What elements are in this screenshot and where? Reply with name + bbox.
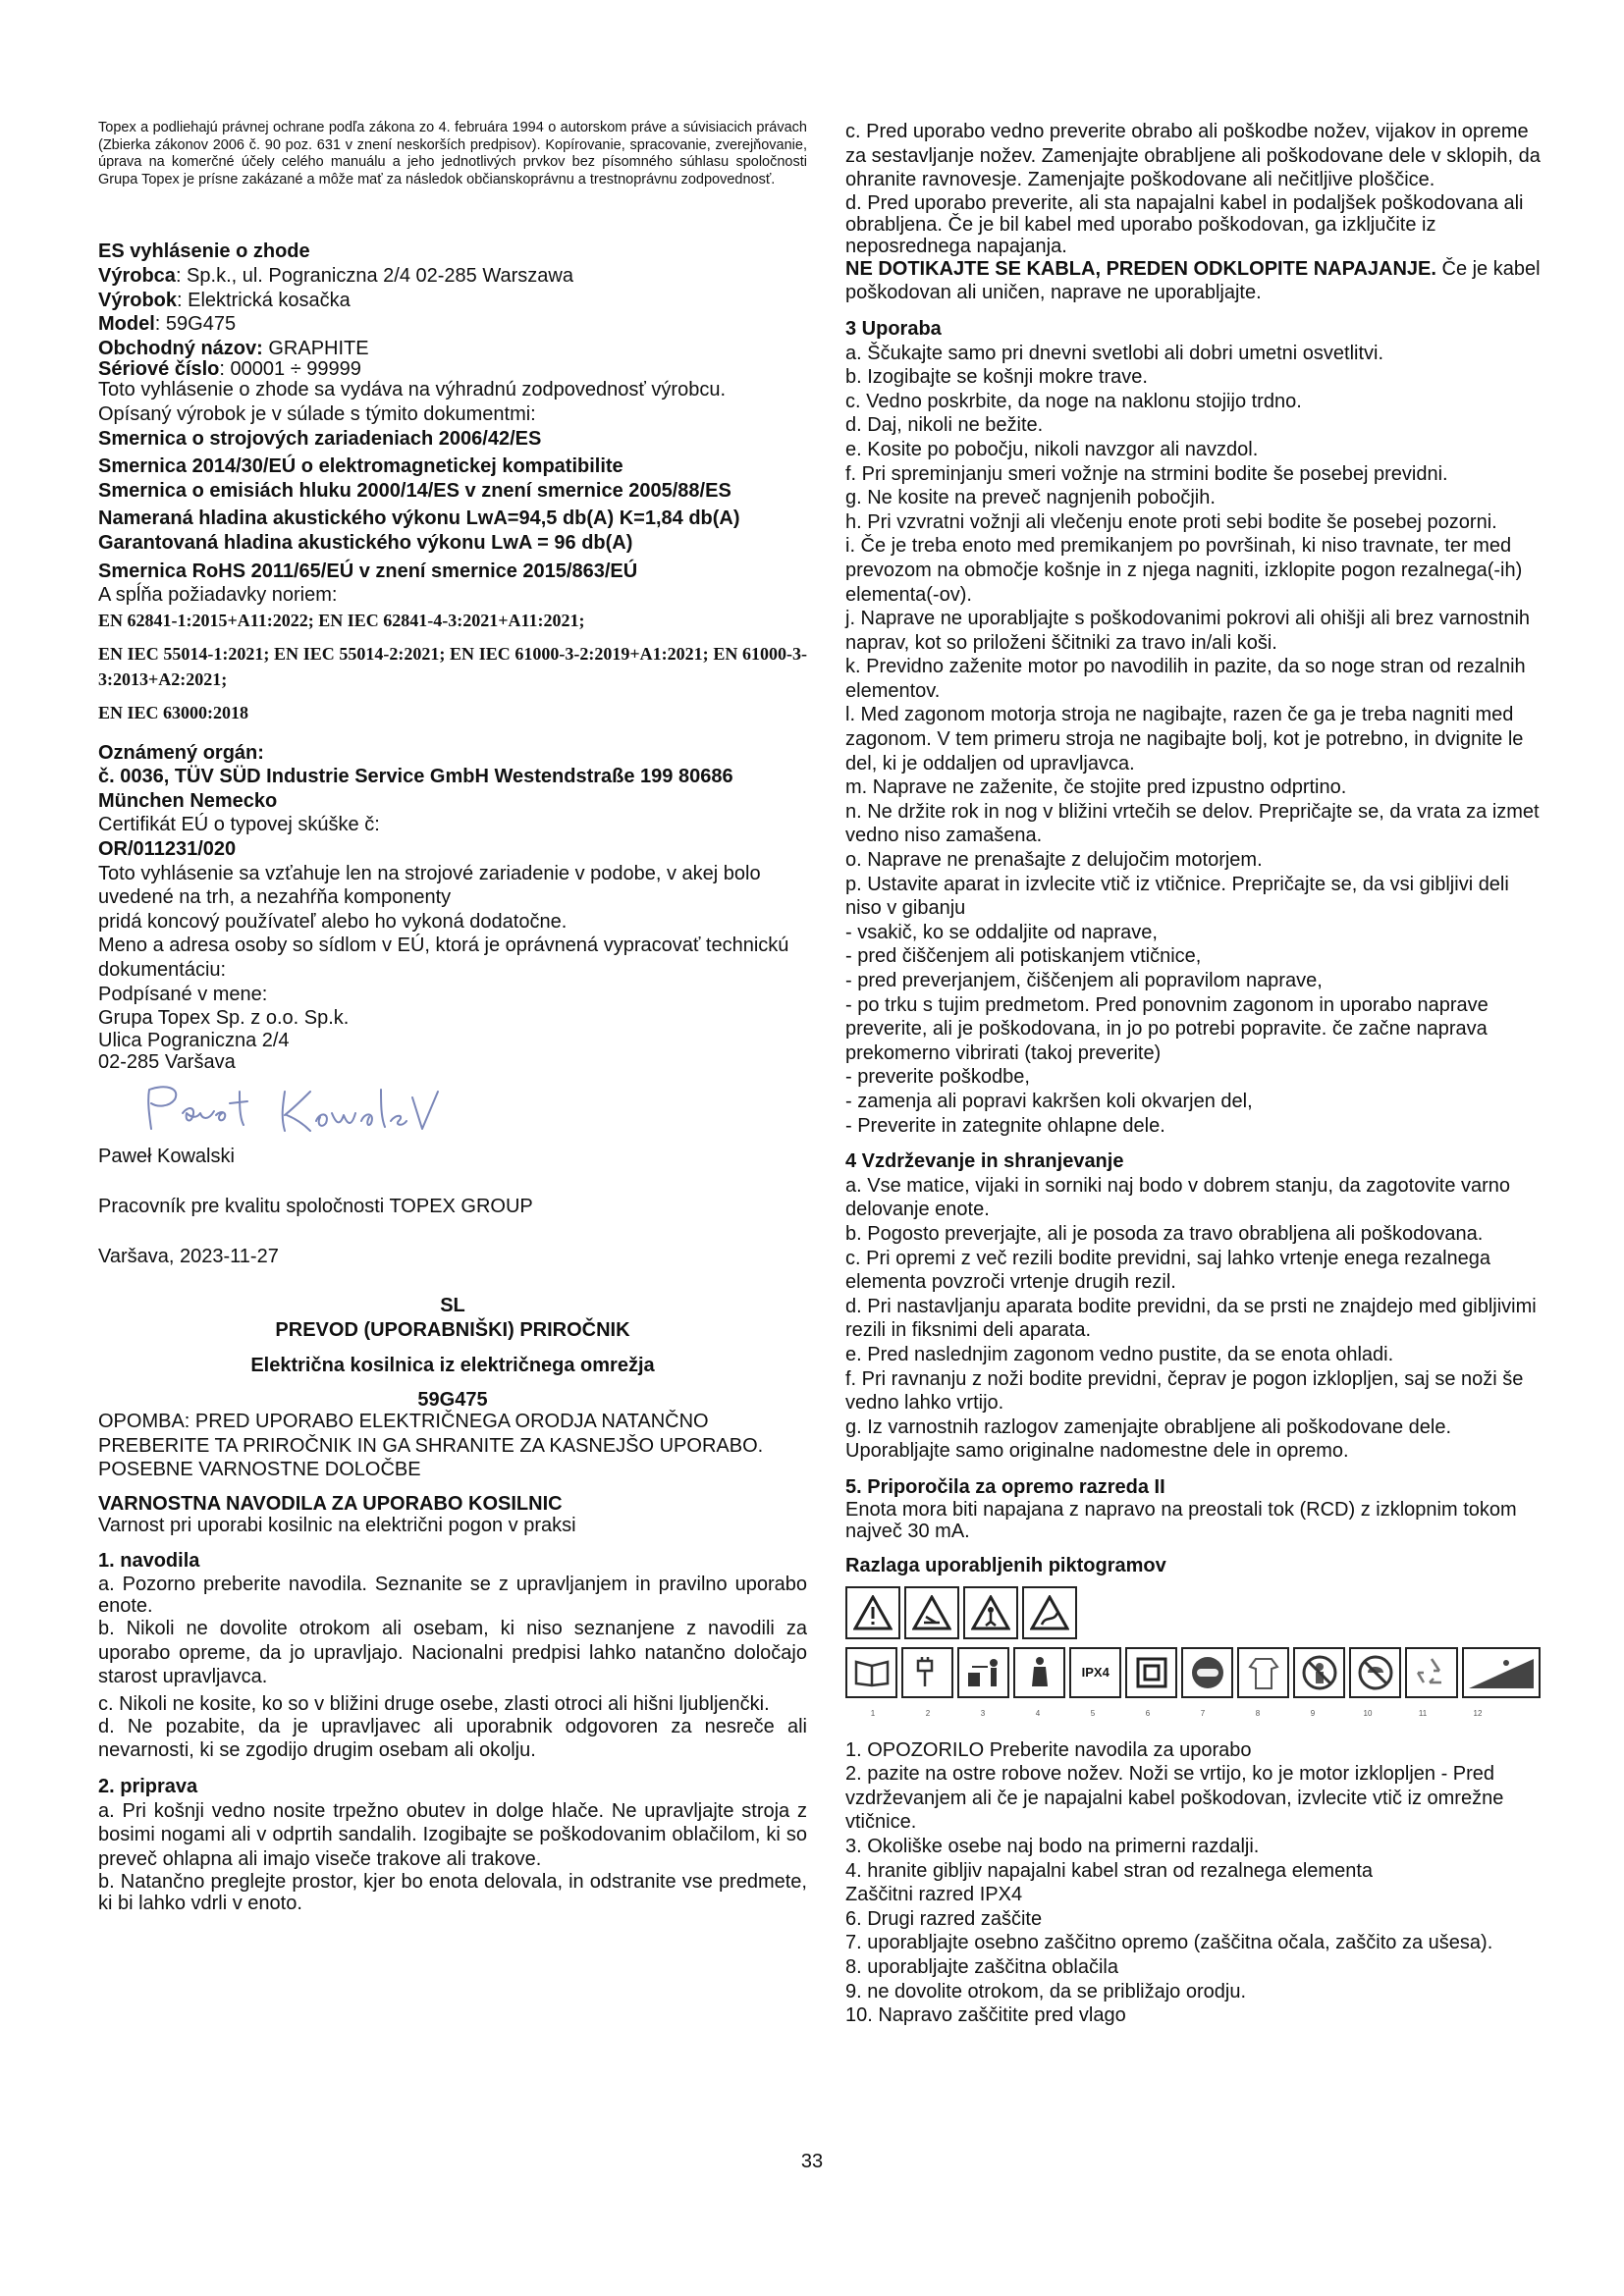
pictogram-legend-item-5: Zaščitni razred IPX4	[845, 1884, 1023, 1906]
pictogram-legend-item-4: 4. hranite gibljiv napajalni kabel stran od rezalnega elementa	[845, 1859, 1374, 1882]
section-3-item-19: - pred preverjanjem, čiščenjem ali popravilom naprave,	[845, 970, 1323, 991]
unplug-icon	[901, 1647, 953, 1698]
section-3-item-16: p. Ustavite aparat in izvlecite vtič iz vtičnice. Prepričajte se, da vsi gibljivi deli niso v gibanju	[845, 873, 1509, 920]
model-line: Model: 59G475	[98, 313, 237, 336]
right-column	[845, 120, 1541, 2028]
certificate-number: OR/011231/020	[98, 838, 237, 861]
pictogram-numbers: 1 2 3 4 5 6 7 8 9 10 11 12	[870, 1709, 1483, 1719]
section-3-item-14: n. Ne držite rok in nog v bližini vrtečih se delov. Prepričajte se, da vrata za izmet vedno niso zamašena.	[845, 800, 1540, 847]
section-3-item-13: m. Naprave ne zaženite, če stojite pred izpustno odprtino.	[845, 776, 1347, 799]
pictogram-legend-item-3: 3. Okoliške osebe naj bodo na primerni razdalji.	[845, 1836, 1260, 1858]
section-3-item-1: a. Ščukajte samo pri dnevni svetlobi ali dobri umetni osvetlitvi.	[845, 342, 1384, 364]
pictogram-legend-item-10: 10. Napravo zaščitite pred vlago	[845, 2004, 1126, 2027]
section-4-title: 4 Vzdrževanje in shranjevanje	[845, 1150, 1124, 1173]
norm-1: EN 62841-1:2015+A11:2022; EN IEC 62841-4-3:2021+A11:2021;	[98, 610, 585, 630]
serial-line: Sériové číslo: 00001 ÷ 99999	[98, 358, 361, 381]
scope-line-2: pridá koncový používateľ alebo ho vykoná dodatočne.	[98, 910, 568, 933]
special-provisions: POSEBNE VARNOSTNE DOLOČBE	[98, 1459, 421, 1481]
section-3-item-23: - Preverite in zategnite ohlapne dele.	[845, 1114, 1165, 1137]
manufacturer-line: Výrobca: Sp.k., ul. Pograniczna 2/4 02-285 Warszawa	[98, 264, 573, 287]
directive-5: Garantovaná hladina akustického výkonu LwA = 96 db(A)	[98, 531, 633, 554]
left-column	[98, 120, 807, 1914]
section-2-item-c: c. Pred uporabo vedno preverite obrabo ali poškodbe nožev, vijakov in opreme za sestavljanje nožev. Zamenjajte obrabljene ali poškodovane dele v sklopih, da ohranite ravnovesje. Zamenjajte poškodovane ali nečitljive ploščice.	[845, 121, 1541, 191]
section-1-item-c: c. Nikoli ne kosite, ko so v bližini druge osebe, zlasti otroci ali hišni ljubljenčki.	[98, 1692, 770, 1715]
manual-note: OPOMBA: PRED UPORABO ELEKTRIČNEGA ORODJA NATANČNO PREBERITE TA PRIROČNIK IN GA SHRANITE ZA KASNEJŠO UPORABO.	[98, 1410, 764, 1457]
scope-line-1: Toto vyhlásenie sa vzťahuje len na strojové zariadenie v podobe, v akej bolo uvedené na trh, a nezahŕňa komponenty	[98, 862, 761, 909]
section-3-item-18: - pred čiščenjem ali potiskanjem vtičnice,	[845, 945, 1202, 968]
place-date: Varšava, 2023-11-27	[98, 1245, 279, 1267]
directive-1: Smernica o strojových zariadeniach 2006/42/ES	[98, 427, 542, 450]
section-4-item-7: g. Iz varnostnih razlogov zamenjajte obrabljene ali poškodovane dele. Uporabljajte samo originalne nadomestne dele in opremo.	[845, 1415, 1452, 1463]
section-4-item-4: d. Pri nastavljanju aparata bodite previdni, da se prsti ne znajdejo med gibljivimi rezili in fiksnimi deli aparata.	[845, 1295, 1537, 1342]
section-1-item-d: d. Ne pozabite, da je upravljavec ali uporabnik odgovoren za nesreče ali nevarnosti, ki se zgodijo drugim osebam ali okolju.	[98, 1715, 807, 1762]
protective-clothing-icon	[1237, 1647, 1289, 1698]
notified-body-label: Oznámený orgán:	[98, 741, 264, 764]
address-line-2: Ulica Pograniczna 2/4	[98, 1029, 290, 1051]
section-3-item-15: o. Naprave ne prenašajte z delujočim motorjem.	[845, 849, 1263, 872]
cable-warning-icon	[1022, 1586, 1077, 1639]
section-3-item-2: b. Izogibajte se košnji mokre trave.	[845, 366, 1148, 389]
class-ii-icon	[1125, 1647, 1177, 1698]
pictogram-legend-item-8: 8. uporabljajte zaščitna oblačila	[845, 1956, 1118, 1978]
scope-line-3: Meno a adresa osoby so sídlom v EÚ, ktorá je oprávnená vypracovať technickú dokumentáciu:	[98, 934, 789, 982]
notified-body: č. 0036, TÜV SÜD Industrie Service GmbH Westendstraße 199 80686 München Nemecko	[98, 766, 733, 812]
ipx4-icon: IPX4	[1069, 1647, 1121, 1698]
section-3-item-11: k. Previdno zaženite motor po navodilih in pazite, da so noge stran od rezalnih elementov.	[845, 656, 1526, 702]
address-line-1: Grupa Topex Sp. z o.o. Sp.k.	[98, 1007, 350, 1030]
slope-warning-icon	[1462, 1647, 1542, 1698]
section-1-title: 1. navodila	[98, 1550, 200, 1573]
section-5-title: 5. Priporočila za opremo razreda II	[845, 1475, 1165, 1498]
signer-role: Pracovník pre kvalitu spoločnosti TOPEX GROUP	[98, 1196, 533, 1217]
copyright-notice: Topex a podliehajú právnej ochrane podľa zákona zo 4. februára 1994 o autorskom práve a súvisiacich právach (Zbierka zákonov 2006 č. 90 poz. 631 v znení neskorších predpisov). Kopírovanie, spracovanie, zverejňovanie, úprava na komerčné účely celého manuálu a jeho jednotlivých prvkov bez písomného súhlasu spoločnosti Grupa Topex je prísne zakázané a môže mať za následok občianskoprávnu a trestnoprávnu zodpovednosť.	[98, 120, 807, 187]
page-number: 33	[800, 2151, 824, 2172]
pictogram-legend	[845, 1738, 1541, 2028]
section-1-item-b: b. Nikoli ne dovolite otrokom ali osebam, ki niso seznanjene z navodili za uporabo opreme, da jo upravljajo. Nacionalni predpisi lahko natančno določajo starost upravljavca.	[98, 1617, 807, 1688]
section-3-item-6: f. Pri spreminjanju smeri vožnje na strmini bodite še posebej previdni.	[845, 462, 1448, 485]
section-3-item-17: - vsakič, ko se oddaljite od naprave,	[845, 921, 1158, 943]
directive-2: Smernica 2014/30/EÚ o elektromagnetickej kompatibilite	[98, 455, 623, 478]
scope-line-4: Podpísané v mene:	[98, 983, 268, 1005]
section-3-item-3: c. Vedno poskrbite, da noge na naklonu stojijo trdno.	[845, 390, 1302, 412]
pictogram-title: Razlaga uporabljenih piktogramov	[845, 1555, 1166, 1577]
section-3-title: 3 Uporaba	[845, 317, 942, 340]
safety-title: VARNOSTNA NAVODILA ZA UPORABO KOSILNIC	[98, 1492, 563, 1515]
norm-2: EN IEC 55014-1:2021; EN IEC 55014-2:2021; EN IEC 61000-3-2:2019+A1:2021; EN 61000-3-3:2013+A2:2021;	[98, 643, 807, 689]
address-line-3: 02-285 Varšava	[98, 1050, 236, 1073]
section-2-item-d: d. Pred uporabo preverite, ali sta napajalni kabel in podaljšek poškodovana ali obrabljena. Če je bil kabel med uporabo poškodovan, ga izključite iz neposrednega napajanja.	[845, 191, 1524, 257]
goggles-earmuffs-icon	[1181, 1647, 1233, 1698]
no-children-icon	[1293, 1647, 1345, 1698]
signature-image	[137, 1078, 471, 1139]
section-4-item-6: f. Pri ravnanju z noži bodite previdni, čeprav je pogon izklopljen, saj se noži še vedno lahko vrtijo.	[845, 1367, 1524, 1415]
pictogram-strip	[845, 1586, 1541, 1727]
directive-3: Smernica o emisiách hluku 2000/14/ES v znení smernice 2005/88/ES	[98, 479, 731, 502]
manual-model: 59G475	[417, 1388, 488, 1411]
cable-away-icon	[1013, 1647, 1065, 1698]
safety-subtitle: Varnost pri uporabi kosilnic na električni pogon v praksi	[98, 1514, 576, 1536]
certificate-label: Certifikát EÚ o typovej skúške č:	[98, 814, 380, 836]
product-line: Výrobok: Elektrická kosačka	[98, 289, 351, 311]
norms-intro: A spĺňa požiadavky noriem:	[98, 584, 338, 607]
section-3-item-7: g. Ne kosite na preveč nagnjenih pobočjih.	[845, 487, 1216, 509]
section-3-list	[845, 342, 1541, 1139]
section-3-item-4: d. Daj, nikoli ne bežite.	[845, 414, 1044, 437]
manual-subtitle: Električna kosilnica iz električnega omrežja	[250, 1355, 655, 1377]
pictogram-legend-item-9: 9. ne dovolite otrokom, da se približajo orodju.	[845, 1980, 1247, 2002]
section-3-item-10: j. Naprave ne uporabljajte s poškodovanimi pokrovi ali ohišji ali brez varnostnih naprav, kot so priloženi ščitniki za travo in/ali koši.	[845, 608, 1531, 654]
responsibility-text: Toto vyhlásenie o zhode sa vydáva na výhradnú zodpovednosť výrobcu.	[98, 379, 727, 401]
section-2-item-a: a. Pri košnji vedno nosite trpežno obutev in dolge hlače. Ne upravljajte stroja z bosimi nogami ali v odprtih sandalih. Izogibajte se poškodovanim oblačilom, ki so preveč ohlapna ali imajo viseče trakove ali trakove.	[98, 1799, 807, 1870]
pictogram-legend-item-6: 6. Drugi razred zaščite	[845, 1907, 1043, 1930]
distance-icon	[957, 1647, 1009, 1698]
directive-4: Nameraná hladina akustického výkonu LwA=94,5 db(A) K=1,84 db(A)	[98, 507, 740, 530]
section-4-item-1: a. Vse matice, vijaki in sorniki naj bodo v dobrem stanju, da zagotovite varno delovanje enote.	[845, 1174, 1511, 1221]
section-4-list	[845, 1174, 1541, 1464]
section-3-item-20: - po trku s tujim predmetom. Pred ponovnim zagonom in uporabo naprave preverite, ali je poškodovana, in jo po potrebi popravite. če začne naprava prekomerno vibrirati (takoj preverite)	[845, 993, 1489, 1064]
trade-name-line: Obchodný názov: GRAPHITE	[98, 337, 369, 359]
section-3-item-12: l. Med zagonom motorja stroja ne nagibajte, razen če ga je treba nagniti med zagonom. V tem primeru stroja ne nagibajte bolj, kot je potrebno, in dvignite le del, ki je oddaljen od upravljavca.	[845, 704, 1524, 774]
section-3-item-5: e. Kosite po pobočju, nikoli navzgor ali navzdol.	[845, 438, 1259, 460]
declaration-title: ES vyhlásenie o zhode	[98, 240, 310, 263]
manual-title: PREVOD (UPORABNIŠKI) PRIROČNIK	[275, 1318, 630, 1341]
recycling-icon	[1405, 1647, 1457, 1698]
no-rain-icon	[1349, 1647, 1401, 1698]
norm-3: EN IEC 63000:2018	[98, 702, 249, 722]
conformity-text: Opísaný výrobok je v súlade s týmito dokumentmi:	[98, 402, 536, 425]
section-2-item-b: b. Natančno preglejte prostor, kjer bo enota delovala, in odstranite vse predmete, ki bi lahko vdrli v enoto.	[98, 1871, 807, 1915]
section-4-item-3: c. Pri opremi z več rezili bodite previdni, saj lahko vrtenje enega rezalnega elementa povzroči vrtenje drugih rezil.	[845, 1247, 1491, 1294]
manual-language: SL	[440, 1295, 465, 1317]
section-3-item-8: h. Pri vzvratni vožnji ali vlečenju enote proti sebi bodite še posebej pozorni.	[845, 510, 1497, 533]
section-2-title: 2. priprava	[98, 1775, 198, 1797]
section-5-text: Enota mora biti napajana z napravo na preostali tok (RCD) z izklopnim tokom največ 30 mA.	[845, 1499, 1517, 1543]
warning-triangle-icon	[845, 1586, 900, 1639]
section-4-item-5: e. Pred naslednjim zagonom vedno pustite, da se enota ohladi.	[845, 1343, 1394, 1365]
pictogram-legend-item-7: 7. uporabljajte osebno zaščitno opremo (zaščitna očala, zaščito za ušesa).	[845, 1932, 1493, 1954]
cable-warning: NE DOTIKAJTE SE KABLA, PREDEN ODKLOPITE NAPAJANJE. Če je kabel poškodovan ali uničen, naprave ne uporabljajte.	[845, 257, 1541, 304]
pictogram-legend-item-2: 2. pazite na ostre robove nožev. Noži se vrtijo, ko je motor izklopljen - Pred vzdrževanjem ali če je napajalni kabel poškodovan, izvlecite vtič iz omrežne vtičnice.	[845, 1763, 1504, 1834]
section-3-item-9: i. Če je treba enoto med premikanjem po površinah, ki niso travnate, ter med prevozom na območje košnje in z njega nagniti, izklopite pogon rezalnega(-ih) elementa(-ov).	[845, 535, 1523, 606]
manual-book-icon	[845, 1647, 897, 1698]
signer-name: Paweł Kowalski	[98, 1146, 235, 1168]
section-3-item-22: - zamenja ali popravi kakršen koli okvarjen del,	[845, 1090, 1253, 1112]
pictogram-legend-item-1: 1. OPOZORILO Preberite navodila za uporabo	[845, 1738, 1252, 1761]
section-3-item-21: - preverite poškodbe,	[845, 1066, 1030, 1089]
section-1-item-a: a. Pozorno preberite navodila. Seznanite se z upravljanjem in pravilno uporabo enote.	[98, 1573, 807, 1617]
bystander-warning-icon	[963, 1586, 1018, 1639]
section-4-item-2: b. Pogosto preverjajte, ali je posoda za travo obrabljena ali poškodovana.	[845, 1222, 1484, 1245]
blade-warning-icon	[904, 1586, 959, 1639]
directive-6: Smernica RoHS 2011/65/EÚ v znení smernice 2015/863/EÚ	[98, 560, 638, 582]
